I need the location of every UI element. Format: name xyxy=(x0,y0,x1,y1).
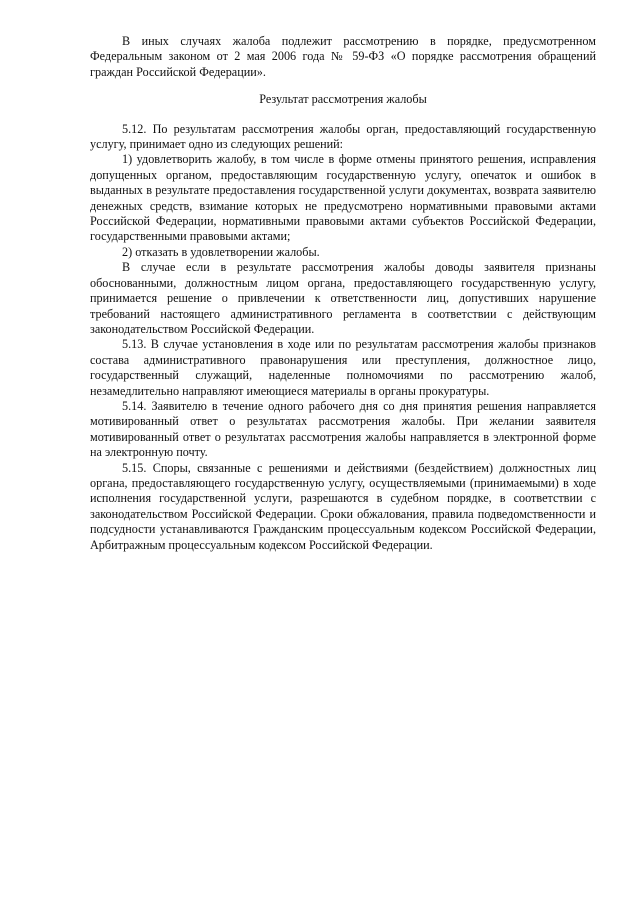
paragraph-5-14: 5.14. Заявителю в течение одного рабочего дня со дня принятия решения направляется мотивированный ответ о результатах рассмотрения жалобы. При желании заявителя мотивированный ответ о результатах рассмотрения жалобы направляется в электронной форме на электронную почту. xyxy=(90,398,596,460)
paragraph-decision-2: 2) отказать в удовлетворении жалобы. xyxy=(122,244,320,259)
paragraph-decision-1: 1) удовлетворить жалобу, в том числе в форме отмены принятого решения, исправления допущенных органом, предоставляющим государственную услугу, опечаток и ошибок в выданных в результате предоставления государственной услуги документах, возврата заявителю денежных средств, взимание которых не предусмотрено нормативными правовыми актами Российской Федерации, нормативными правовыми актами субъектов Российской Федерации, государственными правовыми актами; xyxy=(90,152,596,244)
section-heading: Результат рассмотрения жалобы xyxy=(259,92,427,107)
paragraph-responsibility: В случае если в результате рассмотрения жалобы доводы заявителя признаны обоснованными, должностным лицом органа, предоставляющего государственную услугу, принимается решение о привлечении к ответственности лиц, допустивших нарушение требований настоящего административного регламента в соответствии с действующим законодательством Российской Федерации. xyxy=(90,260,596,336)
document-page xyxy=(90,34,596,553)
intro-paragraph: В иных случаях жалоба подлежит рассмотрению в порядке, предусмотренном Федеральным законом от 2 мая 2006 года № 59-ФЗ «О порядке рассмотрения обращений граждан Российской Федерации». xyxy=(90,34,596,79)
paragraph-5-15: 5.15. Споры, связанные с решениями и действиями (бездействием) должностных лиц органа, предоставляющего государственную услугу, осуществляемыми (принимаемыми) в ходе исполнения государственной услуги, разрешаются в судебном порядке, в соответствии с законодательством Российской Федерации. Сроки обжалования, правила подведомственности и подсудности устанавливаются Гражданским процессуальным кодексом Российской Федерации, Арбитражным процессуальным кодексом Российской Федерации. xyxy=(90,460,596,552)
paragraph-5-12: 5.12. По результатам рассмотрения жалобы орган, предоставляющий государственную услугу, принимает одно из следующих решений: xyxy=(90,121,596,152)
paragraph-5-13: 5.13. В случае установления в ходе или по результатам рассмотрения жалобы признаков состава административного правонарушения или преступления, должностное лицо, государственный служащий, наделенные полномочиями по рассмотрению жалоб, незамедлительно направляют имеющиеся материалы в органы прокуратуры. xyxy=(90,337,596,398)
